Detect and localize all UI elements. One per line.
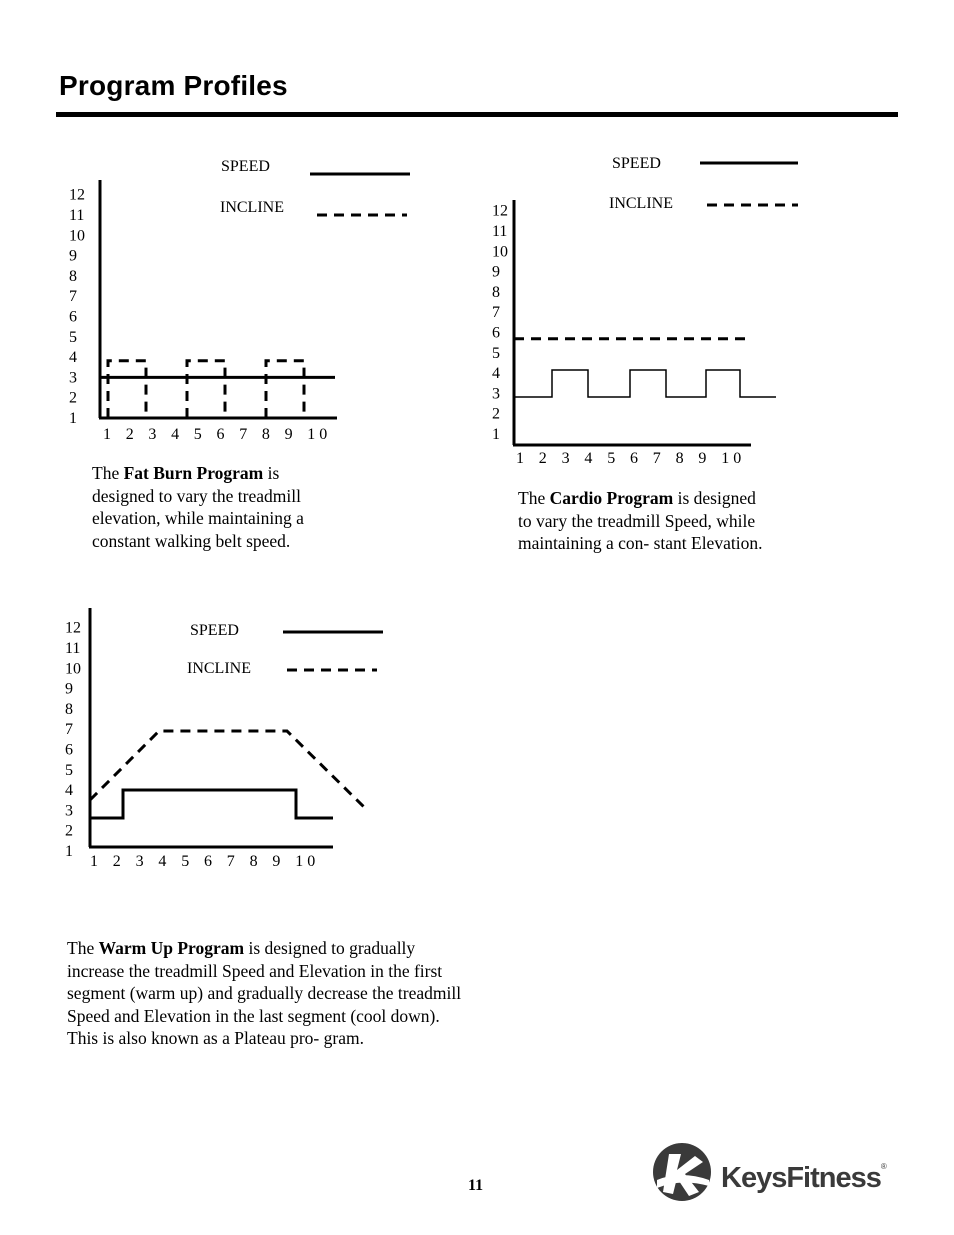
desc-prefix: The bbox=[92, 463, 124, 483]
keys-fitness-logo bbox=[651, 1140, 901, 1204]
y-tick-label: 12 bbox=[492, 202, 508, 220]
y-tick-label: 3 bbox=[492, 385, 500, 403]
title-rule bbox=[56, 112, 898, 117]
y-tick-label: 4 bbox=[492, 365, 500, 383]
legend-incline-label: INCLINE bbox=[609, 195, 673, 212]
y-tick-label: 12 bbox=[69, 186, 85, 204]
fat-burn-description bbox=[92, 462, 337, 552]
incline-series-line bbox=[90, 731, 365, 808]
x-tick-label: 5 bbox=[607, 450, 616, 467]
y-tick-label: 11 bbox=[492, 223, 508, 240]
incline-series-line bbox=[108, 361, 304, 418]
desc-text: is designed to vary the treadmill elevation, while maintaining a constant walking belt speed. bbox=[92, 463, 304, 551]
x-tick-label: 2 bbox=[112, 853, 121, 870]
legend-incline-label: INCLINE bbox=[220, 199, 284, 216]
y-tick-label: 6 bbox=[69, 308, 77, 326]
y-tick-label: 6 bbox=[65, 741, 73, 759]
x-tick-label: 4 bbox=[158, 853, 167, 870]
page-title: Program Profiles bbox=[59, 70, 288, 101]
legend-incline-label: INCLINE bbox=[187, 660, 251, 677]
x-tick-label: 8 bbox=[261, 426, 270, 443]
y-tick-label: 2 bbox=[492, 405, 500, 423]
x-tick-label: 1 0 bbox=[295, 853, 316, 870]
y-tick-label: 1 bbox=[65, 843, 73, 860]
x-tick-label: 9 bbox=[284, 426, 293, 443]
y-tick-label: 1 bbox=[492, 426, 500, 443]
y-tick-label: 5 bbox=[69, 328, 77, 346]
x-tick-label: 5 bbox=[193, 426, 202, 443]
y-tick-label: 12 bbox=[65, 619, 81, 637]
x-tick-label: 7 bbox=[226, 853, 235, 870]
x-tick-label: 5 bbox=[181, 853, 190, 870]
y-tick-label: 8 bbox=[65, 700, 73, 718]
y-tick-label: 11 bbox=[65, 640, 81, 657]
desc-prefix: The bbox=[518, 488, 550, 508]
logo-fitness: Fitness bbox=[786, 1162, 881, 1194]
cardio-program-name: Cardio Program bbox=[549, 488, 674, 508]
y-tick-label: 11 bbox=[69, 207, 85, 224]
x-tick-label: 6 bbox=[216, 426, 225, 443]
x-tick-label: 9 bbox=[272, 853, 281, 870]
y-tick-label: 9 bbox=[492, 263, 500, 281]
x-tick-label: 2 bbox=[125, 426, 134, 443]
y-tick-label: 7 bbox=[65, 721, 73, 739]
cardio-chart bbox=[480, 148, 810, 473]
keys-fitness-emblem-icon bbox=[651, 1140, 715, 1204]
fat-burn-chart bbox=[55, 150, 425, 450]
legend-speed-label: SPEED bbox=[221, 158, 270, 175]
y-tick-label: 9 bbox=[65, 680, 73, 698]
y-tick-label: 10 bbox=[69, 227, 85, 245]
y-tick-label: 3 bbox=[65, 802, 73, 820]
x-tick-label: 4 bbox=[171, 426, 180, 443]
x-tick-label: 1 0 bbox=[721, 450, 742, 467]
x-tick-label: 7 bbox=[239, 426, 248, 443]
x-tick-label: 4 bbox=[584, 450, 593, 467]
y-tick-label: 9 bbox=[69, 247, 77, 265]
warm-up-program-name: Warm Up Program bbox=[98, 938, 245, 958]
y-tick-label: 4 bbox=[65, 782, 73, 800]
x-tick-label: 1 bbox=[103, 426, 111, 443]
y-tick-label: 10 bbox=[65, 660, 81, 678]
x-tick-label: 1 bbox=[516, 450, 524, 467]
legend-speed-label: SPEED bbox=[190, 622, 239, 639]
x-tick-label: 3 bbox=[148, 426, 157, 443]
y-tick-label: 6 bbox=[492, 324, 500, 342]
keys-fitness-wordmark: KeysFitness® bbox=[721, 1162, 886, 1194]
warm-up-description bbox=[67, 937, 462, 1050]
desc-text: is designed to gradually increase the treadmill Speed and Elevation in the first segment (warm up) and gradually decrease the treadmill Speed and Elevation in the last segment (cool down). This is also known as a Plateau pro- gram. bbox=[67, 938, 462, 1048]
y-tick-label: 2 bbox=[65, 822, 73, 840]
x-tick-label: 2 bbox=[538, 450, 547, 467]
speed-series-line bbox=[90, 790, 333, 818]
y-tick-label: 5 bbox=[65, 761, 73, 779]
warm-up-chart bbox=[55, 600, 395, 875]
y-tick-label: 3 bbox=[69, 369, 77, 387]
y-tick-label: 7 bbox=[69, 288, 77, 306]
speed-series-line bbox=[514, 370, 776, 397]
x-tick-label: 8 bbox=[249, 853, 258, 870]
x-tick-label: 9 bbox=[698, 450, 707, 467]
y-tick-label: 2 bbox=[69, 389, 77, 407]
cardio-description bbox=[518, 487, 768, 555]
desc-text: is designed to vary the treadmill Speed, while maintaining a con- stant Elevation. bbox=[518, 488, 763, 553]
fat-burn-program-name: Fat Burn Program bbox=[123, 463, 264, 483]
x-tick-label: 7 bbox=[652, 450, 661, 467]
x-tick-label: 1 0 bbox=[307, 426, 328, 443]
legend-speed-label: SPEED bbox=[612, 155, 661, 172]
x-tick-label: 1 bbox=[90, 853, 98, 870]
x-tick-label: 3 bbox=[561, 450, 570, 467]
y-tick-label: 10 bbox=[492, 243, 508, 261]
y-tick-label: 1 bbox=[69, 410, 77, 427]
desc-prefix: The bbox=[67, 938, 99, 958]
x-tick-label: 6 bbox=[630, 450, 638, 467]
x-tick-label: 6 bbox=[204, 853, 212, 870]
y-tick-label: 8 bbox=[69, 267, 77, 285]
x-tick-label: 3 bbox=[135, 853, 144, 870]
y-tick-label: 4 bbox=[69, 349, 77, 367]
y-tick-label: 8 bbox=[492, 283, 500, 301]
y-tick-label: 5 bbox=[492, 344, 500, 362]
y-tick-label: 7 bbox=[492, 304, 500, 322]
page-number: 11 bbox=[468, 1177, 484, 1194]
logo-keys: Keys bbox=[721, 1162, 787, 1194]
x-tick-label: 8 bbox=[675, 450, 684, 467]
